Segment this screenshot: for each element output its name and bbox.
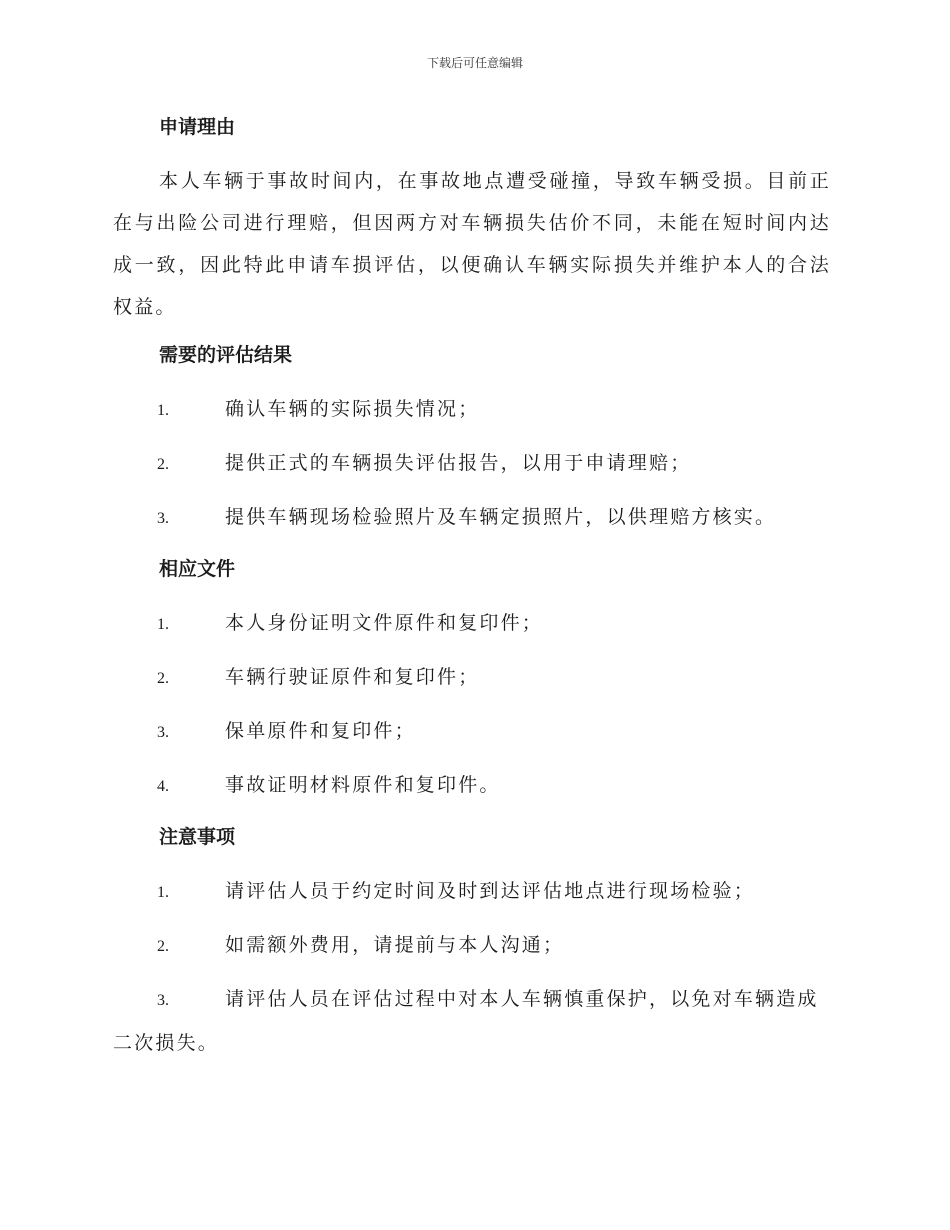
- list-number: 1.: [157, 616, 169, 633]
- list-item: [113, 978, 831, 1064]
- section-application-reason: [113, 108, 831, 328]
- section-required-results: [113, 336, 831, 540]
- list-number: 2.: [157, 456, 169, 473]
- list-text: 如需额外费用，请提前与本人沟通；: [225, 934, 565, 956]
- list-text: 提供正式的车辆损失评估报告，以用于申请理赔；: [225, 452, 692, 474]
- header-note: 下载后可任意编辑: [426, 56, 523, 70]
- section-notes: [113, 818, 831, 1064]
- list-text: 车辆行驶证原件和复印件；: [225, 666, 480, 688]
- list-number: 2.: [157, 670, 169, 687]
- list-number: 3.: [157, 992, 169, 1009]
- list-text: 事故证明材料原件和复印件。: [225, 774, 501, 796]
- list-item: [113, 764, 831, 808]
- list-text: 请评估人员于约定时间及时到达评估地点进行现场检验；: [225, 880, 756, 902]
- list-item: [113, 388, 831, 432]
- list-text: 本人身份证明文件原件和复印件；: [225, 612, 544, 634]
- list-item: [113, 870, 831, 914]
- section-documents: [113, 550, 831, 808]
- list-number: 3.: [157, 724, 169, 741]
- section-title: 注意事项: [159, 826, 236, 848]
- list-item: [113, 442, 831, 486]
- list-number: 2.: [157, 938, 169, 955]
- section-paragraph: 本人车辆于事故时间内，在事故地点遭受碰撞，导致车辆受损。目前正在与出险公司进行理赔，但因两方对车辆损失估价不同，未能在短时间内达成一致，因此特此申请车损评估，以便确认车辆实际损失并维护本人的合法权益。: [113, 170, 831, 318]
- list-number: 1.: [157, 884, 169, 901]
- list-text: 确认车辆的实际损失情况；: [225, 398, 480, 420]
- list-item: [113, 656, 831, 700]
- list-number: 1.: [157, 402, 169, 419]
- section-title: 需要的评估结果: [159, 344, 293, 366]
- section-title: 申请理由: [159, 116, 236, 138]
- list-item: [113, 710, 831, 754]
- list-number: 3.: [157, 510, 169, 527]
- list-item: [113, 602, 831, 646]
- list-text: 保单原件和复印件；: [225, 720, 416, 742]
- section-title: 相应文件: [159, 558, 236, 580]
- list-text: 提供车辆现场检验照片及车辆定损照片，以供理赔方核实。: [225, 506, 777, 528]
- document-body: [113, 108, 831, 1074]
- list-text: 请评估人员在评估过程中对本人车辆慎重保护，以免对车辆造成二次损失。: [113, 988, 819, 1054]
- list-item: [113, 496, 831, 540]
- list-number: 4.: [157, 778, 169, 795]
- list-item: [113, 924, 831, 968]
